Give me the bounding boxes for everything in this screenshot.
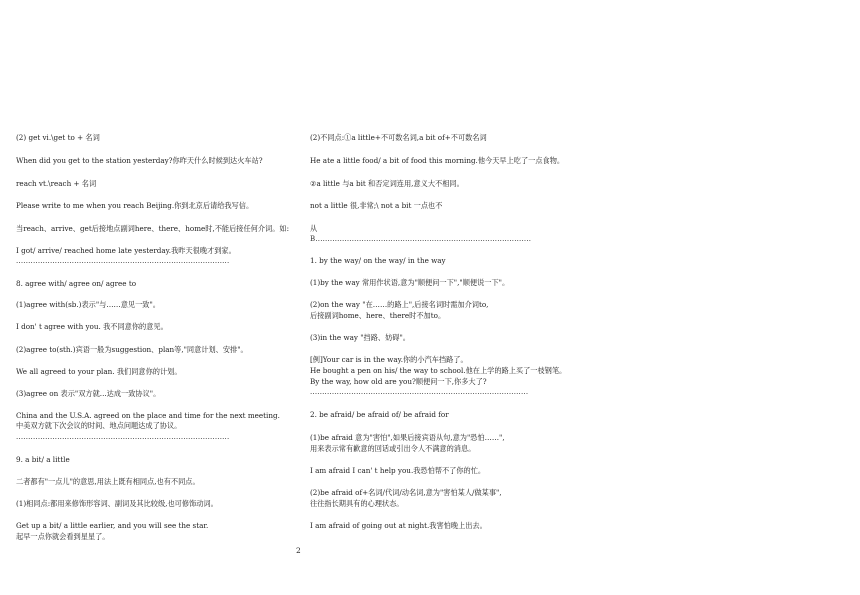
text-line: (1)相同点:都用来修饰形容词、副词及其比较级,也可修饰动词。 — [16, 499, 218, 508]
section-heading: 9. a bit/ a little — [16, 455, 70, 464]
text-line: (2)on the way "在……的路上",后接名词时需加介词to, — [310, 300, 489, 309]
text-line: (2)不同点:①a little+不可数名词,a bit of+不可数名词 — [310, 133, 487, 142]
text-line: We all agreed to your plan. 我们同意你的计划。 — [16, 367, 182, 376]
text-line: China and the U.S.A. agreed on the place and time for the next meeting. — [16, 411, 280, 420]
text-line: 当reach、arrive、get后接地点副词here、there、home时,不能后接任何介词。如: — [16, 224, 290, 233]
text-line: (2) get vi.\get to + 名词 — [16, 133, 100, 142]
text-line: I don' t agree with you. 我不同意你的意见。 — [16, 322, 168, 331]
text-line: (1)be afraid 意为"害怕",如果后接宾语从句,意为"恐怕……", — [310, 433, 505, 442]
text-line: (2)agree to(sth.)宾语一般为suggestion、plan等,"同意计划、安排"。 — [16, 345, 248, 354]
text-line: ②a little 与a bit 和否定词连用,意义大不相同。 — [310, 179, 464, 188]
text-line: (1)by the way 常用作状语,意为"顺便问一下","顺便说一下"。 — [310, 278, 510, 287]
section-heading: 1. by the way/ on the way/ in the way — [310, 256, 446, 265]
text-line: I am afraid I can' t help you.我恐怕帮不了你的忙。 — [310, 466, 486, 475]
text-line: 往往指长期具有的心理状态。 — [310, 499, 404, 508]
text-line: (3)agree on 表示"双方就...达成一致协议"。 — [16, 389, 161, 398]
section-heading: 2. be afraid/ be afraid of/ be afraid for — [310, 410, 449, 419]
text-line: He bought a pen on his/ the way to school.他在上学的路上买了一枝钢笔。 — [310, 366, 567, 375]
text-line: I got/ arrive/ reached home late yesterday.我昨天很晚才到家。 — [16, 246, 236, 255]
text-line: By the way, how old are you?顺便问一下,你多大了? — [310, 377, 487, 386]
text-line: (2)be afraid of+名词/代词/动名词,意为"害怕某人/做某事", — [310, 488, 502, 497]
text-line: I am afraid of going out at night.我害怕晚上出去。 — [310, 521, 487, 530]
text-line: 二者都有"一点儿"的意思,用法上既有相同点,也有不同点。 — [16, 477, 200, 486]
section-heading: 8. agree with/ agree on/ agree to — [16, 279, 137, 288]
text-line: When did you get to the station yesterday?你昨天什么时候到达火车站? — [16, 156, 263, 165]
divider: .......................................................................................... — [310, 388, 529, 396]
text-line: reach vt.\reach + 名词 — [16, 179, 97, 188]
text-line: 后接副词home、here、there时不加to。 — [310, 311, 446, 320]
text-line: 从 — [310, 224, 318, 233]
text-line: (1)agree with(sb.)表示"与……意见一致"。 — [16, 300, 160, 309]
text-line: not a little 很,非常;\ not a bit 一点也不 — [310, 201, 443, 210]
divider: ........................................................................................ — [16, 257, 230, 265]
text-line: Please write to me when you reach Beijing.你到北京后请给我写信。 — [16, 201, 254, 210]
text-line: 中美双方就下次会议的时间、地点问题达成了协议。 — [16, 421, 182, 430]
text-line: 起早一点你就会看到星星了。 — [16, 532, 110, 541]
text-line: Get up a bit/ a little earlier, and you will see the star. — [16, 521, 209, 530]
text-line: (3)in the way "挡路、妨碍"。 — [310, 333, 410, 342]
divider: ........................................................................................ — [16, 433, 230, 441]
text-line: He ate a little food/ a bit of food this morning.他今天早上吃了一点食物。 — [310, 156, 565, 165]
text-line: [例]Your car is in the way.你的小汽车挡路了。 — [310, 355, 468, 364]
divider: B......................................................................................... — [310, 235, 532, 243]
text-line: 用来表示常有歉意的回话或引出令人不满意的消息。 — [310, 444, 476, 453]
page-number: 2 — [296, 546, 301, 555]
